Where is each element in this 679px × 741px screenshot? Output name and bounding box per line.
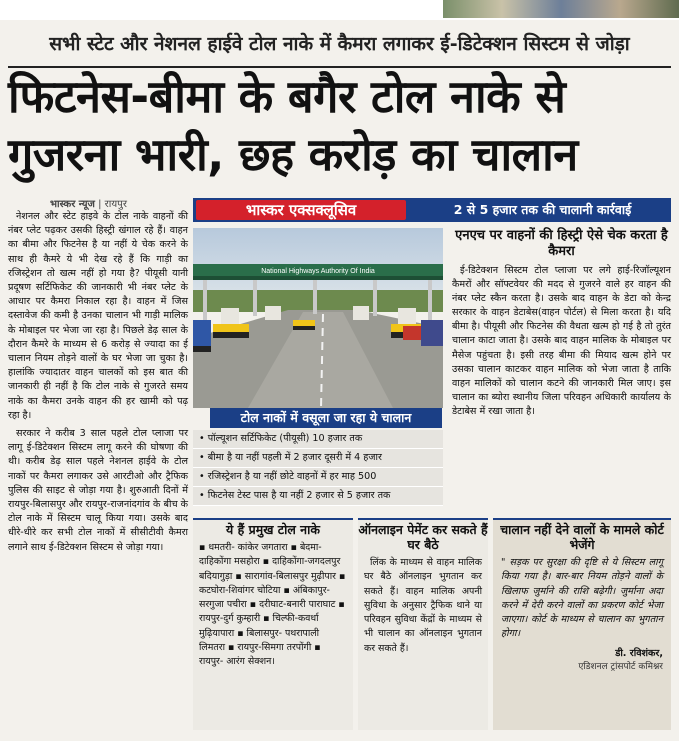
toll-item: ▪ धमतरी- कांकेर जगतारा bbox=[199, 542, 288, 553]
fine-item: • बीमा है या नहीं पहली में 2 हजार दूसरी में 4 हजार bbox=[193, 449, 443, 468]
toll-list bbox=[193, 541, 353, 670]
toll-item: ▪ बेदमा-दाहिकोंगा मसहोरा bbox=[199, 542, 322, 568]
fines-list bbox=[193, 430, 443, 506]
exclusive-subtitle: 2 से 5 हजार तक की चालानी कार्रवाई bbox=[453, 202, 632, 217]
toll-item: ▪ दाहिकोंगा-जगदलपुर बदियागुड़ा bbox=[199, 556, 341, 582]
toll-plaza-illustration bbox=[193, 228, 443, 408]
toll-item: ▪ दरीघाट-बनारी पाराघाट bbox=[249, 599, 336, 611]
toll-list-heading: ये हैं प्रमुख टोल नाके bbox=[226, 522, 320, 537]
dateline-city: रायपुर bbox=[104, 199, 127, 210]
toll-item: ▪ अंबिकापुर-सरगुजा पचीरा bbox=[199, 584, 330, 611]
fine-item: • फिटनेस टेस्ट पास है या नहीं 2 हजार से 5 हजार तक bbox=[193, 487, 443, 506]
headline-line-1: फिटनेस-बीमा के बगैर टोल नाके से bbox=[8, 70, 566, 123]
dateline bbox=[50, 196, 127, 210]
court-cases-box bbox=[493, 518, 671, 730]
main-headline bbox=[8, 68, 671, 184]
toll-item: ▪ सारागांव-बिलासपुर मुढ़ीपार bbox=[235, 570, 336, 582]
fine-item: • रजिस्ट्रेशन है या नहीं छोटे वाहनों में हर माह 500 bbox=[193, 468, 443, 487]
toll-item: ▪ रायपुर-दुर्ग कुम्हारी bbox=[199, 599, 345, 625]
photo-sign-text: National Highways Authority Of India bbox=[261, 268, 375, 275]
toll-item: ▪ रायपुर- आरंग सेक्शन। bbox=[199, 642, 321, 668]
toll-plaza-photo bbox=[193, 228, 443, 408]
previous-story-photo-strip bbox=[443, 0, 679, 18]
official-quote: " सड़क पर सुरक्षा की दृष्टि से ये सिस्टम लागू किया गया है। बार-बार नियम तोड़ने वालों के खिलाफ जुर्माने की राशि बढ़ेगी। जुर्माना अदा करने में देरी करने वालों का प्रकरण कोर्ट भेजा जाएगा। कोर्ट के माध्यम से चालान का भुगतान होगा। bbox=[501, 557, 663, 640]
official-designation: एडिशनल ट्रांसपोर्ट कमिश्नर bbox=[578, 661, 663, 672]
left-column-story bbox=[8, 210, 188, 555]
headline-line-2: गुजरना भारी, छह करोड़ का चालान bbox=[8, 128, 578, 181]
online-payment-text: लिंक के माध्यम से वाहन मालिक घर बैठे ऑनलाइन भुगतान कर सकते हैं। वाहन मालिक अपनी सुविधा के अनुसार ट्रैफिक थाने या परिवहन सुविधा केंद्रों के माध्यम से भी चालान का ऑनलाइन भुगतान कर सकते हैं। bbox=[364, 557, 482, 654]
right-column-text: ई-डिटेक्शन सिस्टम टोल प्लाजा पर लगे हाई-रिजॉल्यूशन कैमरों और सॉफ्टवेयर की मदद से गुजरने वाले हर वाहन की नंबर प्लेट स्कैन करता है। उसके बाद वाहन के डेटा को केन्द्र सरकार के वाहन डेटाबेस(वाहन पोर्टल) से मिला करता है। यदि बीमा है। पीयूसी और फिटनेस की वैधता खत्म हो गई है तो तुरंत चालान काटा जाता है। उसके बाद वाहन मालिक के मोबाइल पर मैसेज पहुंचता है। इसी तरह बीमा की मियाद खत्म होने पर उसका चालान काटकर वाहन मालिक को भेजा जाता है ताकि वाहन मालिकों को चालान कटने की जानकारी मिल जाए। इस चालान का ब्योरा स्थानीय जिला परिवहन अधिकारी कार्यालय के डेटाबेस में रखा जाता है। bbox=[452, 265, 671, 417]
toll-list-box bbox=[193, 518, 353, 730]
official-name: डी. रविशंकर, bbox=[615, 647, 663, 659]
dateline-separator: | bbox=[94, 199, 105, 210]
top-strip bbox=[0, 0, 679, 20]
story-paragraph: नेशनल और स्टेट हाइवे के टोल नाके वाहनों की नंबर प्लेट पढ़कर उसकी हिस्ट्री खंगाल रहे हैं। वाहन का बीमा और फिटनेस है या नहीं ये चेक करने के साथ ही कैमरे ये भी देख रहे हैं कि गाड़ी का रजिस्ट्रेशन तो खत्म नहीं हो गया है? पीयूसी यानी प्रदूषण सर्टिफिकेट की जानकारी भी नंबर प्लेट के आधार पर कैमरा निकाल रहा है। वाहन में जिस दस्तावेज की कमी है उनका चालान भी गाड़ी मालिक के मोबाइल पर भेजा जा रहा है। पिछले डेढ़ साल के दौरान कैमरे के माध्यम से 6 करोड़ से ज्यादा का ई चालान नियम तोड़ने वालों के घर भेजा जा चुका है। हालांकि ज्यादातर वाहन चालकों को इस बात की जानकारी ही नहीं है कि टोल नाके से गुजरते समय नाके का कैमरा उनके वाहन की हर खामी को पढ़ रहा है। bbox=[8, 211, 188, 421]
story-paragraph: सरकार ने करीब 3 साल पहले टोल प्लाजा पर लागू ई-डिटेक्शन सिस्टम लागू करने की घोषणा की थी। करीब डेढ़ साल पहले नेशनल हाईवे के टोल नाकों पर कैमरा लगाकर उसे आरटीओ और ट्रैफिक पुलिस की साइट से जोड़ा गया है। शुरुआती दिनों में रायपुर-बिलासपुर और रायपुर-राजनांदगांव के बीच के टोल नाके में सिस्टम चालू किया गया। उसके बाद धीरे-धीरे कर सभी टोल नाकों में सीसीटीवी कैमरा लगाने साथ ई-डिटेक्शन सिस्टम से जोड़ा गया। bbox=[8, 428, 188, 553]
kicker-headline: सभी स्टेट और नेशनल हाईवे टोल नाके में कैमरा लगाकर ई-डिटेक्शन सिस्टम से जोड़ा bbox=[8, 26, 671, 68]
toll-item: ▪ बिलासपुर- पथरापाली लिमतरा bbox=[199, 627, 320, 654]
right-column-story bbox=[452, 228, 671, 419]
toll-item: ▪ कटघोरा-शिवांगर चोटिया bbox=[199, 570, 346, 596]
right-column-heading: एनएच पर वाहनों की हिस्ट्री ऐसे चेक करता है कैमरा bbox=[455, 228, 668, 259]
online-payment-heading: ऑनलाइन पेमेंट कर सकते हैं घर बैठे bbox=[358, 522, 488, 552]
toll-item: ▪ चिल्फी-कवर्धा मुढ़ियापारा bbox=[199, 613, 319, 639]
dateline-source: भास्कर न्यूज bbox=[50, 199, 95, 210]
court-cases-heading: चालान नहीं देने वालों के मामले कोर्ट भेजेंगे bbox=[500, 522, 664, 552]
fine-item: • पॉल्यूशन सर्टिफिकेट (पीयूसी) 10 हजार तक bbox=[193, 430, 443, 449]
exclusive-tag: भास्कर एक्सक्लूसिव bbox=[196, 200, 406, 220]
online-payment-box bbox=[358, 518, 488, 730]
photo-caption: टोल नाकों में वसूला जा रहा ये चालान bbox=[210, 408, 442, 428]
toll-item: ▪ रायपुर-सिमगा तरपोंगी bbox=[227, 642, 312, 654]
